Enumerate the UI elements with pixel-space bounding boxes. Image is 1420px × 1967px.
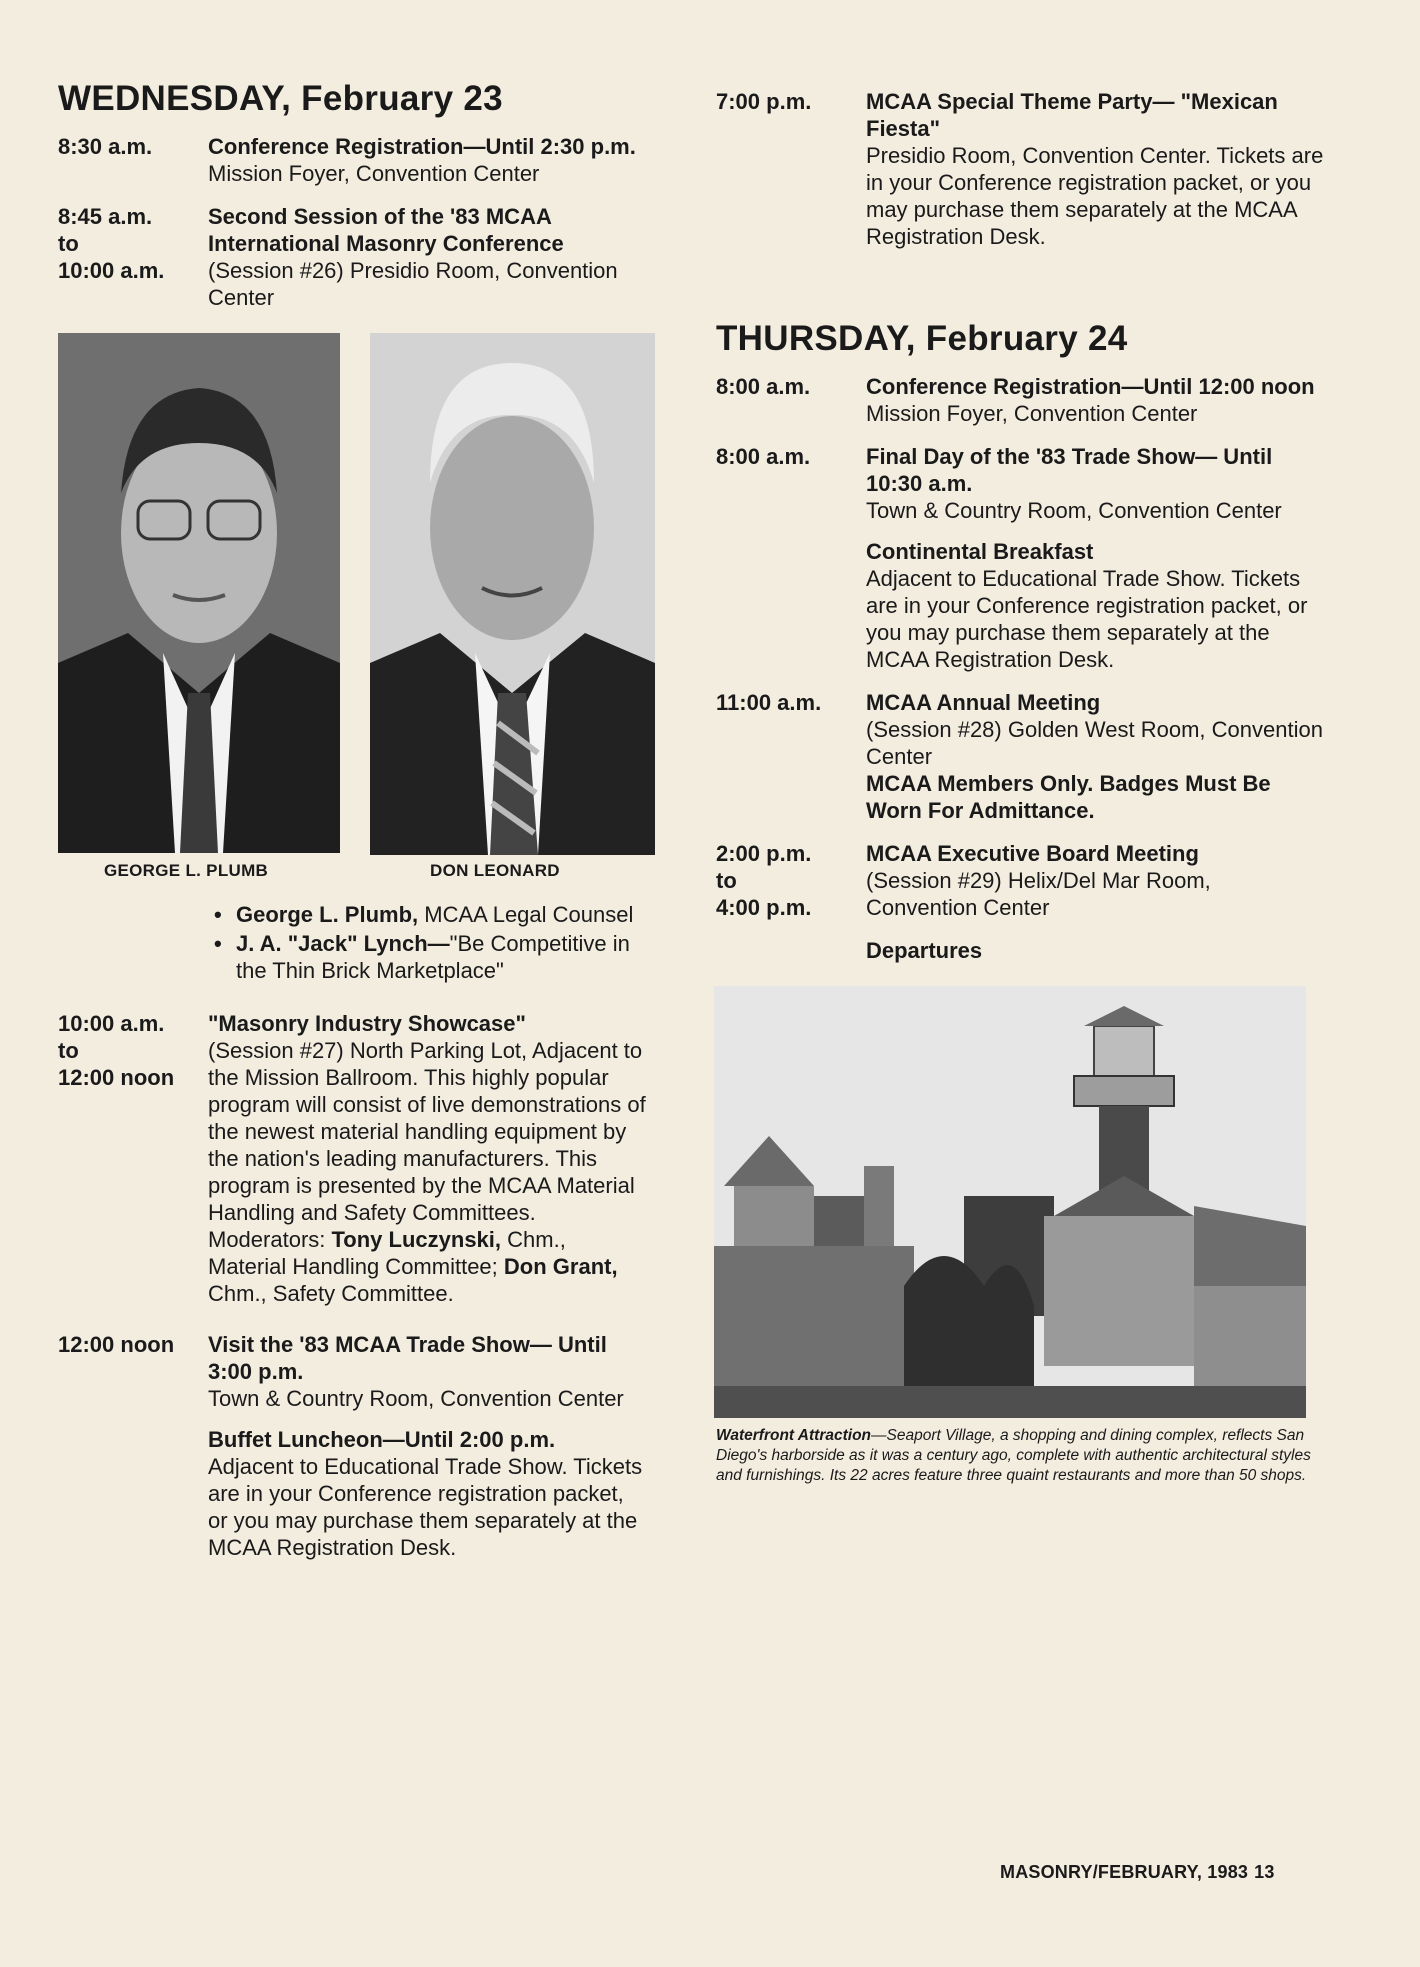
entry-location: Town & Country Room, Convention Center xyxy=(866,497,1282,523)
seaport-village-icon xyxy=(714,986,1306,1418)
photo-caption-leonard: DON LEONARD xyxy=(430,860,560,880)
schedule-entry xyxy=(716,840,1326,921)
page-number: 13 xyxy=(1254,1862,1275,1882)
schedule-entry xyxy=(716,443,1326,673)
entry-time: 7:00 p.m. xyxy=(716,89,812,114)
page-footer xyxy=(1000,1862,1275,1883)
portrait-plumb xyxy=(58,333,340,853)
thursday-heading: THURSDAY, February 24 xyxy=(716,319,1128,358)
entry-time: 8:30 a.m. xyxy=(58,133,153,159)
entry-title: Visit the '83 MCAA Trade Show— Until 3:00 p.m. xyxy=(208,1331,607,1384)
entry-location: (Session #26) Presidio Room, Convention Center xyxy=(208,257,618,310)
entry-time: 2:00 p.m. to 4:00 p.m. xyxy=(716,840,812,920)
entry-location: (Session #29) Helix/Del Mar Room, Convention Center xyxy=(866,867,1211,920)
speaker-photos xyxy=(58,333,658,933)
schedule-entry xyxy=(716,937,1326,964)
entry-description: Presidio Room, Convention Center. Tickets are in your Conference registration packet, or you may purchase them separately at the MCAA Registration Desk. xyxy=(866,143,1324,249)
entry-title: "Masonry Industry Showcase" xyxy=(208,1010,526,1036)
photo-caption: Waterfront Attraction—Seaport Village, a shopping and dining complex, reflects San Diego's harborside as it was a century ago, complete with authentic architectural styles and furnishings. Its 22 acres feature three quaint restaurants and more than 50 shops. xyxy=(716,1426,1311,1484)
departures-label: Departures xyxy=(866,937,983,963)
entry-time: 11:00 a.m. xyxy=(716,689,822,715)
portrait-plumb-icon xyxy=(58,333,340,853)
entry-location: Mission Foyer, Convention Center xyxy=(208,160,540,186)
entry-description: Adjacent to Educational Trade Show. Tickets are in your Conference registration packet, or you may purchase them separately at the MCAA Registration Desk. xyxy=(208,1453,643,1560)
photo-caption-plumb: GEORGE L. PLUMB xyxy=(104,860,269,880)
entry-subtitle: Buffet Luncheon—Until 2:00 p.m. xyxy=(208,1426,556,1452)
portrait-leonard-icon xyxy=(370,333,655,855)
schedule-entry xyxy=(716,689,1326,824)
entry-time: 8:00 a.m. xyxy=(716,373,811,399)
entry-time: 12:00 noon xyxy=(58,1331,175,1357)
schedule-entry xyxy=(58,1010,658,1307)
schedule-entry xyxy=(58,1331,658,1561)
entry-subtitle: Continental Breakfast xyxy=(866,538,1094,564)
entry-note: MCAA Members Only. Badges Must Be Worn For Admittance. xyxy=(866,770,1271,823)
entry-title: Conference Registration—Until 2:30 p.m. xyxy=(208,133,636,159)
schedule-entry xyxy=(716,373,1326,427)
wednesday-heading: WEDNESDAY, February 23 xyxy=(58,79,503,118)
entry-description: Adjacent to Educational Trade Show. Tickets are in your Conference registration packet, or you may purchase them separately at the MCAA Registration Desk. xyxy=(866,565,1308,672)
entry-title: MCAA Executive Board Meeting xyxy=(866,840,1199,866)
waterfront-photo xyxy=(714,986,1306,1418)
entry-time: 8:45 a.m. to 10:00 a.m. xyxy=(58,203,165,283)
entry-time: 8:00 a.m. xyxy=(716,443,811,469)
entry-title: MCAA Special Theme Party— "Mexican Fiesta" xyxy=(866,89,1278,141)
right-column xyxy=(716,88,1326,1486)
speaker-list xyxy=(208,901,658,984)
entry-location: Town & Country Room, Convention Center xyxy=(208,1385,624,1411)
schedule-entry xyxy=(58,203,658,311)
entry-description: (Session #27) North Parking Lot, Adjacent to the Mission Ballroom. This highly popular program will consist of live demonstrations of the newest material handling equipment by the nation's leading manufacturers. This program is presented by the MCAA Material Handling and Safety Committees. Moderators: Tony Luczynski, Chm., Material Handling Committee; Don Grant, Chm., Safety Committee. xyxy=(208,1037,646,1306)
schedule-entry xyxy=(58,133,658,187)
left-column xyxy=(58,80,658,1577)
publication-line: MASONRY/FEBRUARY, 1983 xyxy=(1000,1862,1249,1882)
entry-title: Conference Registration—Until 12:00 noon xyxy=(866,373,1315,399)
entry-title: MCAA Annual Meeting xyxy=(866,689,1101,715)
entry-title: Final Day of the '83 Trade Show— Until 10:30 a.m. xyxy=(866,443,1273,496)
portrait-leonard xyxy=(370,333,655,855)
entry-location: Mission Foyer, Convention Center xyxy=(866,400,1198,426)
entry-location: (Session #28) Golden West Room, Convention Center xyxy=(866,716,1323,769)
schedule-entry xyxy=(716,88,1326,250)
list-item: • J. A. "Jack" Lynch—"Be Competitive in the Thin Brick Marketplace" xyxy=(208,930,658,984)
list-item: • George L. Plumb, MCAA Legal Counsel xyxy=(208,901,658,928)
entry-time: 10:00 a.m. to 12:00 noon xyxy=(58,1010,175,1090)
entry-title: Second Session of the '83 MCAA International Masonry Conference xyxy=(208,203,564,256)
